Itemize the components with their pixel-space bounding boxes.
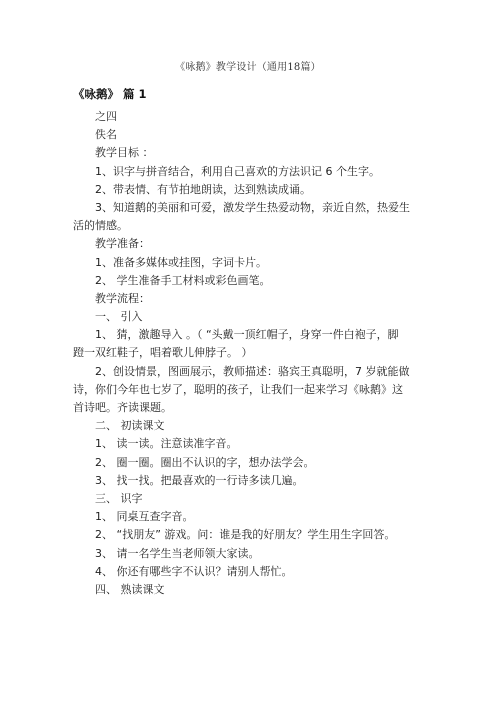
text-line: 2、创设情景，图画展示，教师描述：骆宾王真聪明，7 岁就能做 xyxy=(95,364,410,378)
text-line: 四、 熟读课文 xyxy=(95,582,165,596)
text-line: 三、 识字 xyxy=(95,491,143,505)
text-line: 二、 初读课文 xyxy=(95,419,165,433)
text-line: 1、识字与拼音结合，利用自己喜欢的方法识记 6 个生字。 xyxy=(95,164,380,178)
document-body xyxy=(73,108,433,599)
text-line: 2、带表情、有节拍地朗读，达到熟读成诵。 xyxy=(95,182,311,196)
text-line: 3、知道鹅的美丽和可爱，激发学生热爱动物，亲近自然，热爱生 xyxy=(95,200,410,214)
text-line: 教学目标 ： xyxy=(95,146,154,160)
text-line: 诗，你们今年也七岁了，聪明的孩子，让我们一起来学习《咏鹅》这 xyxy=(73,382,403,396)
text-line: 之四 xyxy=(95,110,117,123)
text-line: 蹬一双红鞋子，唱着歌儿伸脖子。 ） xyxy=(73,346,253,360)
text-line: 一、 引入 xyxy=(95,310,143,324)
text-line: 3、 找一找。把最喜欢的一行诗多读几遍。 xyxy=(95,473,304,487)
text-line: 佚名 xyxy=(95,128,117,142)
text-line: 1、 猜，激趣导入 。（ “头戴一顶红帽子，身穿一件白袍子，脚 xyxy=(95,328,399,342)
page-header: 《咏鹅》教学设计（通用18篇） xyxy=(175,62,321,73)
document-title: 《咏鹅》 篇 1 xyxy=(73,87,147,101)
text-line: 1、 读一读。注意读准字音。 xyxy=(95,437,238,451)
text-line: 2、 “找朋友” 游戏。问：谁是我的好朋友？学生用生字回答。 xyxy=(95,528,396,542)
text-line: 2、 圈一圈。圈出不认识的字，想办法学会。 xyxy=(95,455,315,469)
text-line: 4、 你还有哪些字不认识？请别人帮忙。 xyxy=(95,564,293,578)
text-line: 3、 请一名学生当老师领大家读。 xyxy=(95,546,260,560)
text-line: 1、准备多媒体或挂图，字词卡片。 xyxy=(95,255,267,269)
text-line: 教学准备： xyxy=(95,237,150,251)
text-line: 首诗吧。齐读课题。 xyxy=(73,401,172,414)
text-line: 教学流程： xyxy=(95,291,150,305)
text-line: 1、 同桌互查字音。 xyxy=(95,510,194,524)
text-line: 2、 学生准备手工材料或彩色画笔。 xyxy=(95,273,271,287)
text-line: 活的情感。 xyxy=(73,219,128,233)
